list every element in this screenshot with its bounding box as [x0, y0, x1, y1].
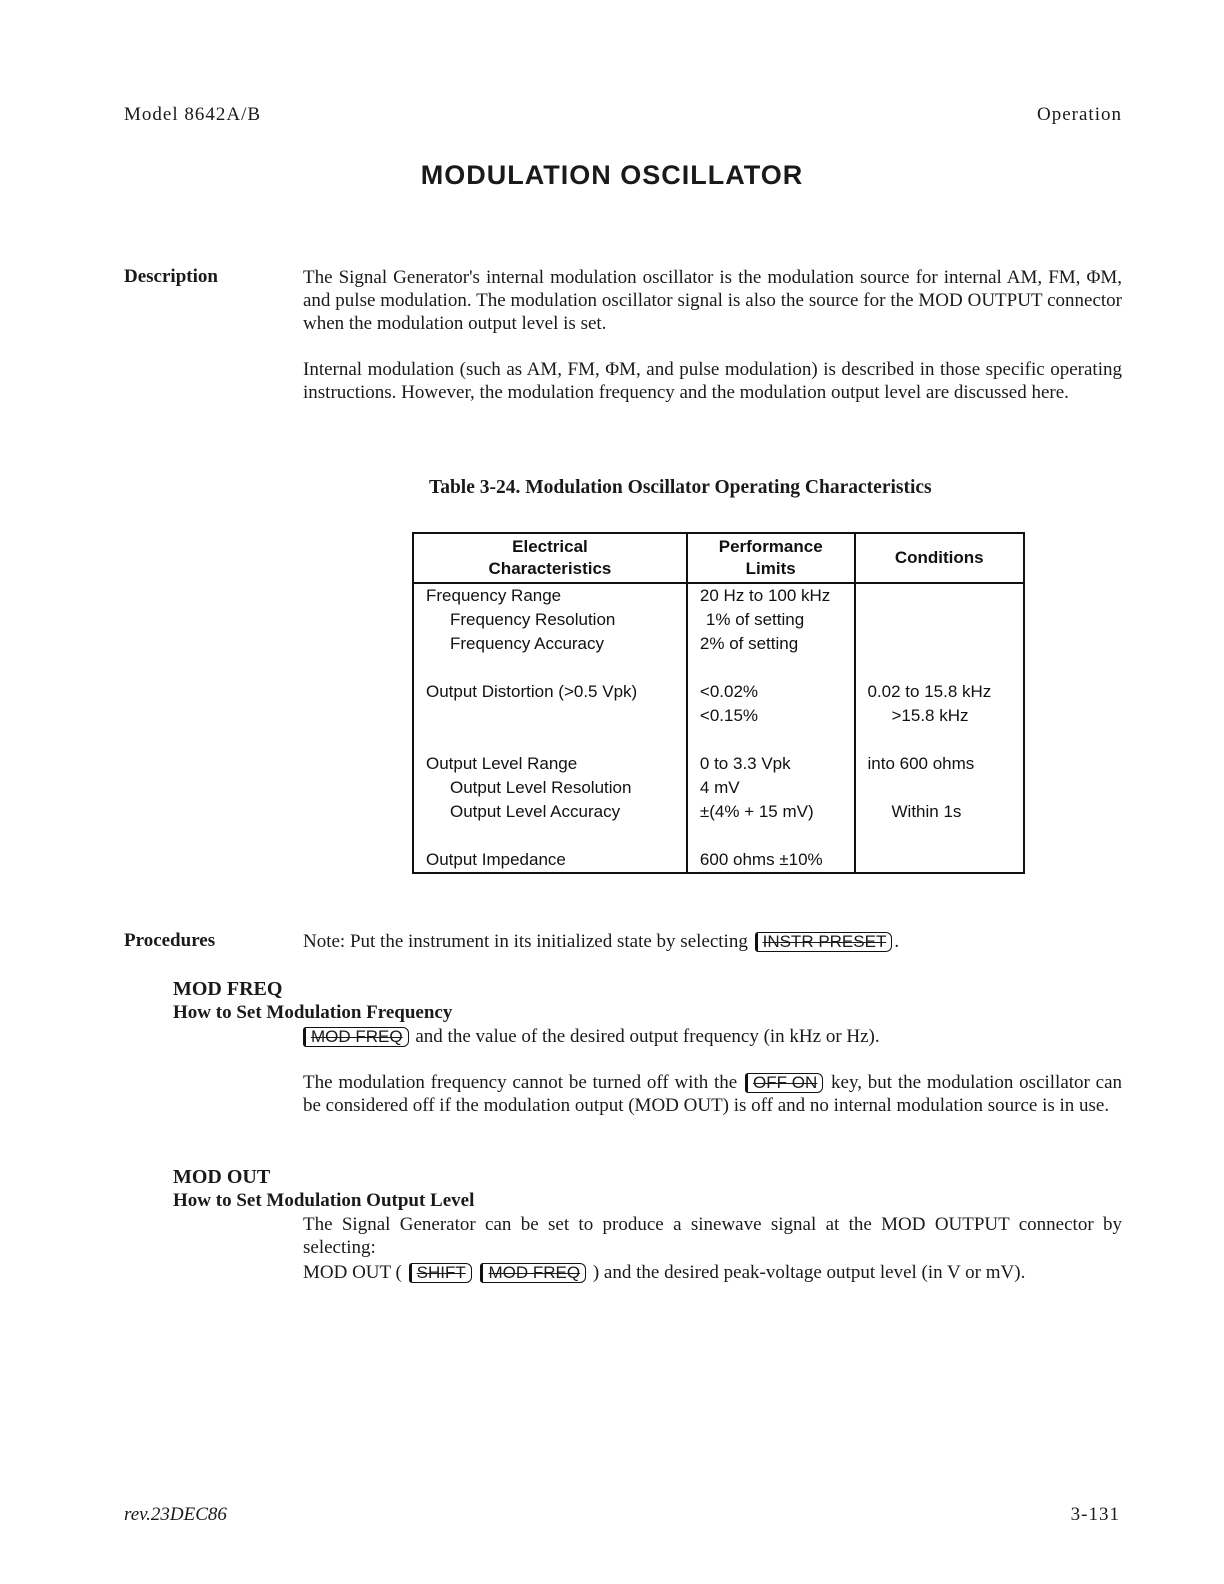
table-header-row — [413, 533, 1024, 583]
header-electrical-characteristics: Electrical Characteristics — [413, 533, 687, 583]
cell-frequency-accuracy-value: 2% of setting — [699, 634, 799, 653]
page-number: 3-131 — [1070, 1504, 1120, 1525]
mod-freq-paragraph: The modulation frequency cannot be turned off with the OFF ON key, but the modulation oscillator can be considered off if the modulation output (MOD OUT) is off and no internal modulation source is in use. — [303, 1072, 1123, 1116]
cell-distortion-high: <0.15% — [699, 706, 759, 725]
header-conditions: Conditions — [855, 533, 1025, 583]
cell-output-level-resolution: Output Level Resolution — [450, 778, 632, 797]
mod-out-paragraph: The Signal Generator can be set to produce a sinewave signal at the MOD OUTPUT connector by selecting: — [303, 1214, 1122, 1258]
cell-distortion-condition-low: 0.02 to 15.8 kHz — [867, 682, 992, 701]
header-performance-limits: Performance Limits — [687, 533, 855, 583]
table-row — [413, 583, 1024, 680]
mod-out-heading: MOD OUT — [173, 1166, 271, 1188]
table-row — [413, 680, 1024, 752]
table-caption: Table 3-24. Modulation Oscillator Operating Characteristics — [429, 477, 932, 498]
mod-freq-key-2: MOD FREQ — [480, 1263, 586, 1283]
table-row — [413, 848, 1024, 873]
mod-freq-heading: MOD FREQ — [173, 978, 283, 1000]
cell-frequency-resolution: Frequency Resolution — [450, 610, 616, 629]
cell-distortion-condition-high: >15.8 kHz — [891, 706, 969, 725]
cell-frequency-range: Frequency Range — [426, 586, 562, 605]
cell-frequency-accuracy: Frequency Accuracy — [450, 634, 605, 653]
cell-output-impedance-value: 600 ohms ±10% — [699, 850, 823, 869]
cell-distortion-low: <0.02% — [699, 682, 759, 701]
description-paragraph-2: Internal modulation (such as AM, FM, ΦM, and pulse modulation) is described in those specific operating instructions. However, the modulation frequency and the modulation output level are discussed here. — [303, 359, 1122, 403]
cell-output-level-accuracy: Output Level Accuracy — [450, 802, 621, 821]
mod-out-subheading: How to Set Modulation Output Level — [173, 1190, 475, 1211]
procedures-label: Procedures — [124, 930, 216, 951]
table-row — [413, 752, 1024, 848]
header-section: Operation — [1037, 104, 1122, 125]
shift-key: SHIFT — [409, 1263, 472, 1283]
mod-freq-key: MOD FREQ — [303, 1027, 409, 1047]
off-on-key: OFF ON — [745, 1073, 823, 1093]
page-title: MODULATION OSCILLATOR — [420, 160, 804, 190]
header-model: Model 8642A/B — [124, 104, 262, 125]
description-label: Description — [124, 266, 218, 287]
description-paragraph-1: The Signal Generator's internal modulation oscillator is the modulation source for internal AM, FM, ΦM, and pulse modulation. The modulation oscillator signal is also the source for the MOD OUTPUT connector when the modulation output level is set. — [303, 267, 1122, 334]
cell-output-level-resolution-value: 4 mV — [699, 778, 740, 797]
cell-frequency-resolution-value: 1% of setting — [705, 610, 805, 629]
instr-preset-key: INSTR PRESET — [755, 932, 893, 952]
mod-freq-instruction: MOD FREQ and the value of the desired output frequency (in kHz or Hz). — [303, 1025, 1122, 1048]
cell-output-distortion: Output Distortion (>0.5 Vpk) — [426, 682, 638, 701]
cell-output-accuracy-condition: Within 1s — [891, 802, 962, 821]
footer-revision: rev.23DEC86 — [124, 1504, 227, 1525]
mod-freq-subheading: How to Set Modulation Frequency — [173, 1002, 453, 1023]
cell-output-level-condition: into 600 ohms — [867, 754, 975, 773]
procedures-note: Note: Put the instrument in its initialized state by selecting INSTR PRESET . — [303, 931, 900, 952]
cell-output-level-range: Output Level Range — [426, 754, 578, 773]
characteristics-table — [412, 532, 1025, 874]
cell-output-impedance: Output Impedance — [426, 850, 566, 869]
cell-output-level-accuracy-value: ±(4% + 15 mV) — [699, 802, 814, 821]
cell-output-level-range-value: 0 to 3.3 Vpk — [699, 754, 791, 773]
cell-frequency-range-value: 20 Hz to 100 kHz — [699, 586, 831, 605]
mod-out-instruction: MOD OUT ( SHIFT MOD FREQ ) and the desired peak-voltage output level (in V or mV). — [303, 1262, 1026, 1283]
